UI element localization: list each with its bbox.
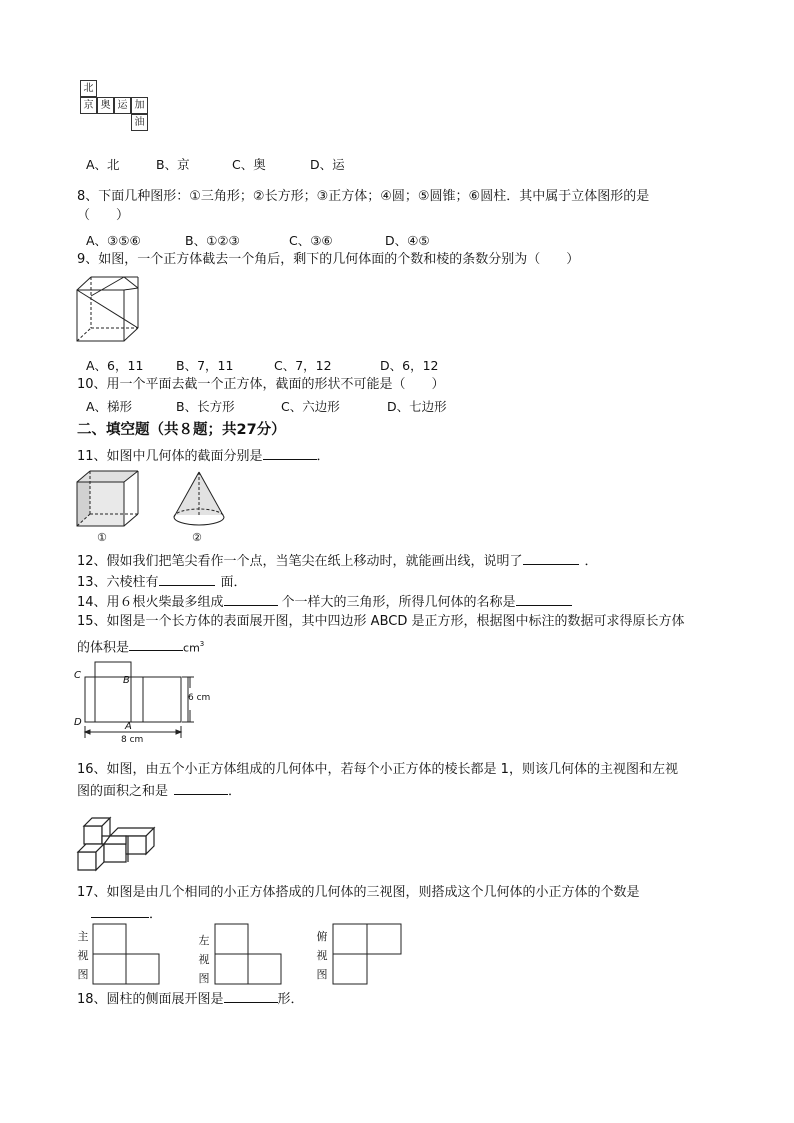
answer-blank bbox=[129, 638, 183, 651]
q11-text: 11、如图中几何体的截面分别是 bbox=[77, 449, 263, 464]
left-view-label-2: 视 bbox=[198, 953, 210, 966]
q15-question-line2 bbox=[77, 636, 204, 656]
net-cell: 北 bbox=[80, 80, 97, 97]
q16-end: ． bbox=[228, 784, 242, 799]
q7-option-d: D、运 bbox=[310, 157, 345, 172]
q15-label-d: D bbox=[74, 717, 82, 728]
q10-question: 10、用一个平面去截一个正方体，截面的形状不可能是（ ） bbox=[77, 377, 445, 392]
top-view-label-3: 图 bbox=[316, 968, 328, 981]
answer-blank bbox=[263, 447, 317, 460]
net-cell: 运 bbox=[114, 97, 131, 114]
q17-question-line2 bbox=[77, 905, 162, 923]
q18-end: 形． bbox=[277, 992, 304, 1007]
q9-option-b: B、7，11 bbox=[176, 358, 234, 373]
q8-question-line1: 8、下面几种图形：①三角形；②长方形；③正方体；④圆；⑤圆锥；⑥圆柱．其中属于立体图形的是 bbox=[77, 189, 650, 204]
q8-option-b: B、①②③ bbox=[185, 233, 240, 248]
q14-text: 14、用６根火柴最多组成 bbox=[77, 595, 224, 610]
answer-blank bbox=[174, 782, 228, 795]
q13-end: 面． bbox=[220, 575, 247, 590]
answer-blank bbox=[516, 593, 572, 606]
q10-option-a: A、梯形 bbox=[86, 399, 133, 414]
q16-question-line2 bbox=[77, 782, 241, 800]
answer-blank bbox=[224, 990, 278, 1003]
q8-question-line2: （ ） bbox=[77, 208, 130, 223]
top-view-label-1: 俯 bbox=[316, 930, 328, 943]
q15-height-label: 6 cm bbox=[188, 693, 211, 703]
q17-question-line1: 17、如图是由几个相同的小正方体搭成的几何体的三视图，则搭成这个几何体的小正方体的个数是 bbox=[77, 885, 640, 900]
answer-blank bbox=[159, 573, 215, 586]
front-view-label-2: 视 bbox=[77, 949, 89, 962]
front-view-label-3: 图 bbox=[77, 968, 89, 981]
q12-end: ． bbox=[584, 554, 598, 569]
section-title: 二、填空题（共８题；共27分） bbox=[77, 422, 286, 438]
q16-cubes-figure bbox=[76, 808, 160, 874]
net-cell: 京 bbox=[80, 97, 97, 114]
top-view-label-2: 视 bbox=[316, 949, 328, 962]
q15-question-line1: 15、如图是一个长方体的表面展开图，其中四边形 ABCD 是正方形，根据图中标注的数据可求得原长方体 bbox=[77, 614, 685, 629]
q12-question bbox=[77, 552, 598, 570]
q15-net-figure bbox=[76, 660, 216, 746]
q15-label-c: C bbox=[74, 670, 81, 681]
q10-option-d: D、七边形 bbox=[387, 399, 447, 414]
q15-label-b: B bbox=[123, 675, 130, 686]
q14-mid: 个一样大的三角形，所得几何体的名称是 bbox=[281, 595, 516, 610]
q9-cut-cube-figure bbox=[76, 276, 140, 346]
q13-question bbox=[77, 573, 247, 591]
answer-blank bbox=[523, 552, 579, 565]
q7-option-a: A、北 bbox=[86, 157, 120, 172]
q15-label-a: A bbox=[125, 721, 132, 732]
q15-text: 的体积是 bbox=[77, 640, 130, 656]
top-view-figure bbox=[332, 923, 404, 985]
q7-option-c: C、奥 bbox=[232, 157, 266, 172]
q11-figure-label-1: ① bbox=[97, 531, 107, 544]
q11-end: ． bbox=[316, 449, 330, 464]
left-view-figure bbox=[214, 923, 284, 985]
q18-question bbox=[77, 990, 304, 1008]
q16-text: 图的面积之和是 bbox=[77, 784, 169, 799]
q12-text: 12、假如我们把笔尖看作一个点，当笔尖在纸上移动时，就能画出线，说明了 bbox=[77, 554, 523, 569]
front-view-figure bbox=[92, 923, 162, 985]
q15-width-label: 8 cm bbox=[121, 735, 144, 745]
q13-text: 13、六棱柱有 bbox=[77, 575, 159, 590]
net-cell: 奥 bbox=[97, 97, 114, 114]
q8-option-d: D、④⑤ bbox=[385, 233, 430, 248]
q7-option-b: B、京 bbox=[156, 157, 190, 172]
q11-cone-section-figure bbox=[170, 470, 228, 528]
left-view-label-1: 左 bbox=[198, 934, 210, 947]
q15-unit: cm bbox=[183, 641, 200, 655]
q8-option-c: C、③⑥ bbox=[289, 233, 333, 248]
answer-blank bbox=[91, 905, 149, 918]
q17-end: ． bbox=[149, 907, 163, 922]
left-view-label-3: 图 bbox=[198, 972, 210, 985]
q11-cube-section-figure bbox=[76, 470, 140, 528]
q10-option-b: B、长方形 bbox=[176, 399, 235, 414]
q9-option-c: C、7，12 bbox=[274, 358, 332, 373]
q14-question bbox=[77, 593, 572, 611]
q11-figure-label-2: ② bbox=[192, 531, 202, 544]
q15-unit-exponent: 3 bbox=[199, 640, 205, 648]
front-view-label-1: 主 bbox=[77, 930, 89, 943]
q9-option-a: A、6，11 bbox=[86, 358, 144, 373]
q16-question-line1: 16、如图，由五个小正方体组成的几何体中，若每个小正方体的棱长都是 1，则该几何体的主视图和左视 bbox=[77, 762, 678, 777]
q8-option-a: A、③⑤⑥ bbox=[86, 233, 141, 248]
q9-option-d: D、6，12 bbox=[380, 358, 439, 373]
q11-question bbox=[77, 447, 330, 465]
answer-blank bbox=[224, 593, 278, 606]
q10-option-c: C、六边形 bbox=[281, 399, 340, 414]
q9-question: 9、如图，一个正方体截去一个角后，剩下的几何体面的个数和棱的条数分别为（ ） bbox=[77, 252, 580, 267]
q18-text: 18、圆柱的侧面展开图是 bbox=[77, 992, 224, 1007]
net-cell: 油 bbox=[131, 114, 148, 131]
net-cell: 加 bbox=[131, 97, 148, 114]
